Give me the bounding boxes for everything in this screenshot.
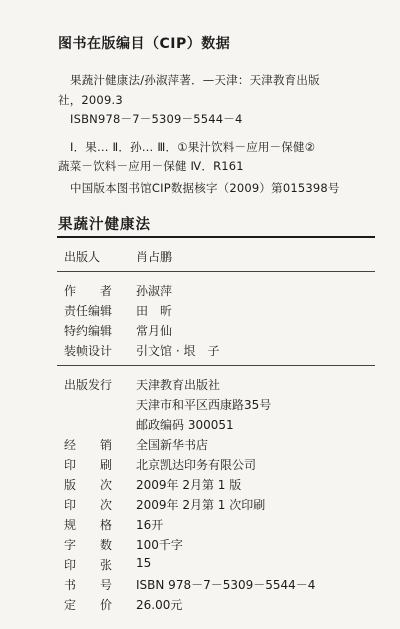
cip-classification-line-2: 蔬菜－饮料－应用－保健 Ⅳ．R161 [58, 159, 244, 173]
special-editor-value: 常月仙 [136, 324, 173, 338]
impression-label: 印 次 [64, 498, 113, 512]
cip-heading: 图书在版编目（CIP）数据 [58, 36, 231, 52]
price-label: 定 价 [64, 598, 113, 612]
editor-value: 田 昕 [136, 304, 173, 318]
section-divider-1 [57, 271, 375, 272]
distribution-label: 经 销 [64, 438, 113, 452]
publishing-label: 出版发行 [64, 378, 113, 392]
design-label: 装帧设计 [64, 344, 113, 358]
publisher-address: 天津市和平区西康路35号 [136, 398, 272, 412]
printer-label: 印 刷 [64, 458, 113, 472]
impression-value: 2009年 2月第 1 次印刷 [136, 498, 266, 512]
author-value: 孙淑萍 [136, 284, 173, 298]
printer-value: 北京凯达印务有限公司 [136, 458, 257, 472]
isbn-value: ISBN 978－7－5309－5544－4 [136, 578, 316, 592]
publisher-name: 天津教育出版社 [136, 378, 221, 392]
cip-verification-number: 中国版本图书馆CIP数据核字（2009）第015398号 [70, 181, 340, 195]
word-count-label: 字 数 [64, 538, 113, 552]
author-label: 作 者 [64, 284, 113, 298]
section-divider-2 [57, 365, 375, 366]
edition-label: 版 次 [64, 478, 113, 492]
distribution-value: 全国新华书店 [136, 438, 209, 452]
price-value: 26.00元 [136, 598, 183, 612]
isbn-label: 书 号 [64, 578, 113, 592]
editor-label: 责任编辑 [64, 304, 113, 318]
cip-entry-line-2: 社，2009.3 [58, 93, 123, 107]
edition-value: 2009年 2月第 1 版 [136, 478, 242, 492]
cip-entry-line-1: 果蔬汁健康法/孙淑萍著．—天津：天津教育出版 [70, 73, 320, 87]
sheets-label: 印 张 [64, 558, 113, 572]
publisher-person-label: 出版人 [64, 250, 101, 264]
word-count-value: 100千字 [136, 538, 183, 552]
design-value: 引文馆 · 垠 子 [136, 344, 220, 358]
title-divider [57, 236, 375, 238]
book-title: 果蔬汁健康法 [58, 217, 151, 233]
sheets-value: 15 [136, 556, 152, 570]
cip-classification-line-1: Ⅰ．果… Ⅱ．孙… Ⅲ．①果汁饮料－应用－保健② [70, 140, 316, 154]
publisher-person-value: 肖占鹏 [136, 250, 173, 264]
special-editor-label: 特约编辑 [64, 324, 113, 338]
format-label: 规 格 [64, 518, 113, 532]
publisher-postcode: 邮政编码 300051 [136, 418, 234, 432]
cip-isbn: ISBN978－7－5309－5544－4 [70, 112, 243, 126]
format-value: 16开 [136, 518, 164, 532]
